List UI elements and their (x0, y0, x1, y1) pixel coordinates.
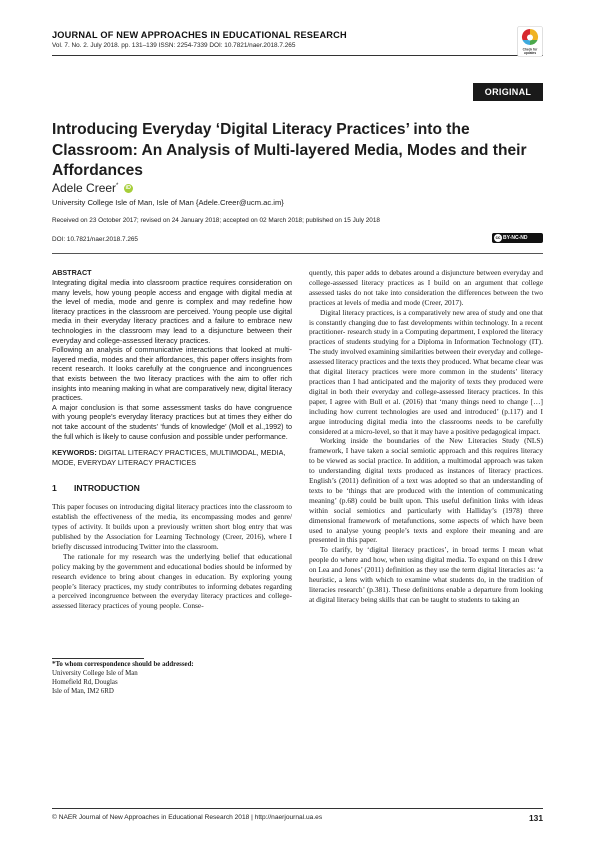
keywords-list: DIGITAL LITERACY PRACTICES, MULTIMODAL, MEDIA, MODE, EVERYDAY LITERACY PRACTICES (52, 448, 286, 467)
license-badge[interactable] (492, 233, 543, 243)
right-column (309, 268, 543, 605)
body-divider (52, 253, 543, 254)
abstract-paragraph: Following an analysis of communicative interactions that looked at multi-layered media, modes and their affordances, this paper offers insights from recent research. It looks carefully at the congruence and incongruences that exists between the two literacy practices with the aim to offer rich insights into meaning making in what are comparatively new, digital literacy practices. (52, 345, 292, 403)
body-paragraph: Digital literacy practices, is a comparatively new area of study and one that is constantly changing due to fast developments within technology. In a recent practitioner- research study in a Computing department, I explored the literacy practices of students studying for a Diploma in Information Technology (IT). The study involved examining similarities between their everyday and college-assessed literacy practices and the texts they produced. What became clear was that digital literacy practices were more common in the students’ literacy practices than I had anticipated and the majority of texts they produced were digital in both their everyday and college-assessed literacy practices. In this paper, I agree with Bull et al. (2016) that ‘many things need to change […] including how current technologies are used and introduced’ (p.117) and I argue introducing digital media into the classrooms needs to be carefully considered at a micro-level, so that it may have a positive pedagogical impact. (309, 307, 543, 436)
abstract-paragraph: A major conclusion is that some assessment tasks do have congruence with young people’s everyday literacy practices but at times they either do not take account of the students’ ‘funds of knowledge’ (Moll et al.,1992) to the full which is likely to cause confusion and possible under performance. (52, 402, 292, 441)
orcid-icon[interactable]: iD (125, 185, 131, 191)
footnote-divider (52, 658, 144, 659)
body-paragraph: To clarify, by ‘digital literacy practices’, in broad terms I mean what people do where and how, when using digital media. To expand on this I drew on Lea and Jones’ (2011) definition as they use the term digital literacies as: ‘a heuristic, a lens with which to examine what students do, in the tradition of literacies research’ (p.381). These definitions enable a departure from looking at digital literacy being skills that can be taught to students to taking an (309, 545, 543, 604)
publication-dates: Received on 23 October 2017; revised on 24 January 2018; accepted on 02 March 2018; published on 15 July 2018 (52, 217, 380, 224)
abstract-heading: ABSTRACT (52, 268, 92, 277)
license-label: BY-NC-ND (503, 235, 528, 241)
left-column (52, 268, 292, 611)
article-title: Introducing Everyday ‘Digital Literacy Practices’ into the Classroom: An Analysis of Multi-layered Media, Modes and their Affordances (52, 121, 527, 179)
abstract-paragraph: Integrating digital media into classroom practice requires consideration on many levels, how young people access and engage with digital media at the level of media, mode and genre is complex and may redefine how literacy practices in the classroom are perceived. Young people use digital media in their everyday literacy practices and a failure to embrace new technologies in the classroom may lead to a disjuncture between their everyday and college-assessed literacy practices. (52, 278, 292, 345)
footer-divider (52, 808, 543, 809)
correspondence-line: University College Isle of Man (52, 669, 138, 677)
body-paragraph: The rationale for my research was the underlying belief that educational policy making by the government and educational bodies should be informed by research evidence to bring about changes in education. By exploring young people’s literacy practices, my study contributes to informing debates regarding a perceived incongruence between the everyday literacy practices and college-assessed literacy practices of young people. Conse- (52, 551, 292, 611)
journal-title: JOURNAL OF NEW APPROACHES IN EDUCATIONAL RESEARCH (52, 30, 347, 40)
correspondence-note (52, 658, 292, 697)
journal-meta: Vol. 7. No. 2. July 2018. pp. 131–139 ISSN: 2254-7339 DOI: 10.7821/naer.2018.7.265 (52, 42, 296, 49)
correspondence-heading: *To whom correspondence should be addressed: (52, 661, 194, 668)
section-title: INTRODUCTION (74, 483, 140, 494)
creative-commons-icon: cc (495, 235, 501, 240)
keywords (52, 448, 292, 467)
article-type-badge: ORIGINAL (473, 83, 543, 101)
header-divider (52, 55, 543, 56)
crossmark-icon (517, 26, 543, 57)
page-number: 131 (529, 813, 543, 823)
footer-text: © NAER Journal of New Approaches in Educational Research 2018 | http://naerjournal.ua.es (52, 814, 323, 821)
author-affiliation: University College Isle of Man, Isle of Man {Adele.Creer@ucm.ac.im} (52, 198, 284, 207)
body-paragraph: quently, this paper adds to debates around a disjuncture between everyday and college-assessed literacy practices as I build on an argument that college assessed tasks do not take into consideration the differences between the two practices at levels of media and mode (Creer, 2017). (309, 268, 543, 307)
section-number: 1 (52, 483, 57, 494)
crossmark-badge[interactable] (517, 26, 543, 57)
keywords-label: KEYWORDS: (52, 448, 97, 458)
doi[interactable]: DOI: 10.7821/naer.2018.7.265 (52, 236, 138, 243)
svg-text:updates: updates (523, 51, 537, 56)
correspondence-line: Homefield Rd, Douglas (52, 678, 118, 686)
author-mark: * (116, 183, 119, 189)
body-paragraph: Working inside the boundaries of the New Literacies Study (NLS) framework, I have taken a social semiotic approach and this requires literacy to be viewed as social practice. In addition, a multimodal approach was taken to understanding digital texts produced as instances of literacy practices. English’s (2011) definition of a text was adopted so that an understanding of texts to be ‘things that are produced with the intention of communicating meaning’ (p.68) could be built upon. This useful definition links with ideas within social semiotics and particularly with Halliday’s (1978) three dimensional framework of metafunctions, some aspects of which have been used to analyse young people’s texts and explore their meaning and are presented in this paper. (309, 436, 543, 545)
author-line (52, 181, 133, 195)
svg-text:Check for: Check for (522, 47, 538, 52)
author-name: Adele Creer (52, 181, 117, 195)
body-paragraph: This paper focuses on introducing digital literacy practices into the classroom to establish the effectiveness of the media, its encompassing modes and genre/ types of activity. It builds upon a previously written short blog entry that was published by the Association for Learning Technology (Creer, 2016), where I briefly discussed introducing Twitter into the classroom. (52, 502, 292, 551)
correspondence-line: Isle of Man, IM2 6RD (52, 687, 114, 695)
section-heading (52, 483, 292, 493)
